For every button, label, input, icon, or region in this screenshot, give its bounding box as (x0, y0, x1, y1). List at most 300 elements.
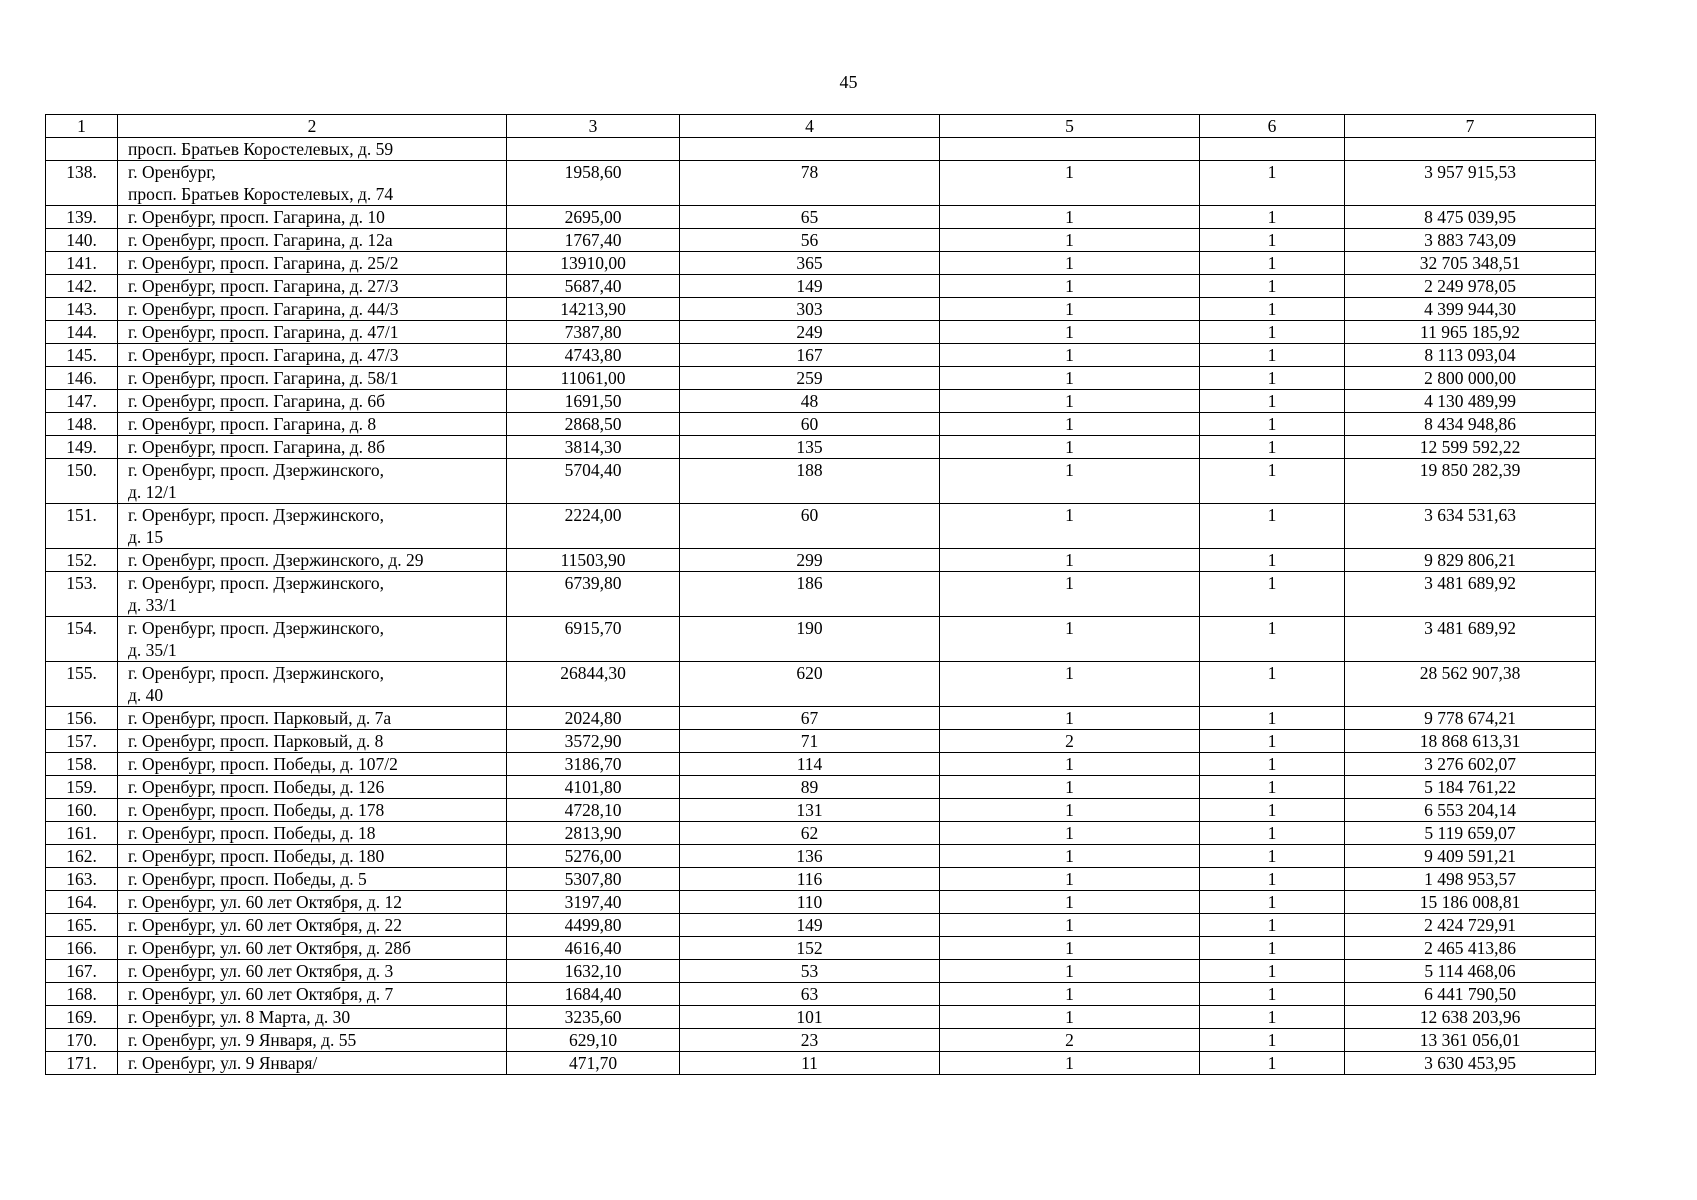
address-cell (118, 753, 507, 776)
header-cell-5: 5 (940, 115, 1200, 138)
row-number: 141. (46, 252, 118, 275)
address-line: г. Оренбург, просп. Дзержинского, (128, 663, 384, 683)
address-line: г. Оренбург, ул. 60 лет Октября, д. 22 (128, 915, 403, 935)
residents-cell: 53 (680, 960, 940, 983)
address-cell (118, 868, 507, 891)
row-number: 164. (46, 891, 118, 914)
col6-cell: 1 (1200, 206, 1345, 229)
table-row (46, 822, 1596, 845)
col5-cell: 1 (940, 344, 1200, 367)
address-cell (118, 206, 507, 229)
col5-cell: 1 (940, 1052, 1200, 1075)
row-number: 160. (46, 799, 118, 822)
row-number: 167. (46, 960, 118, 983)
address-line: г. Оренбург, просп. Гагарина, д. 8 (128, 414, 377, 434)
row-number (46, 138, 118, 161)
sum-cell: 4 399 944,30 (1345, 298, 1596, 321)
row-number: 163. (46, 868, 118, 891)
table-row (46, 549, 1596, 572)
table-row (46, 298, 1596, 321)
table-row (46, 504, 1596, 549)
address-cell (118, 229, 507, 252)
row-number: 153. (46, 572, 118, 617)
area-cell: 2224,00 (507, 504, 680, 549)
table-row (46, 367, 1596, 390)
address-line: г. Оренбург, ул. 60 лет Октября, д. 7 (128, 984, 394, 1004)
sum-cell: 6 553 204,14 (1345, 799, 1596, 822)
row-number: 151. (46, 504, 118, 549)
header-cell-6: 6 (1200, 115, 1345, 138)
residents-cell: 89 (680, 776, 940, 799)
col5-cell: 1 (940, 617, 1200, 662)
address-line: г. Оренбург, (128, 162, 216, 182)
col6-cell: 1 (1200, 983, 1345, 1006)
table-row (46, 206, 1596, 229)
col6-cell: 1 (1200, 390, 1345, 413)
area-cell: 3814,30 (507, 436, 680, 459)
sum-cell: 6 441 790,50 (1345, 983, 1596, 1006)
area-cell: 5276,00 (507, 845, 680, 868)
table-row (46, 753, 1596, 776)
sum-cell: 11 965 185,92 (1345, 321, 1596, 344)
area-cell: 11503,90 (507, 549, 680, 572)
residents-cell: 149 (680, 914, 940, 937)
residents-cell: 101 (680, 1006, 940, 1029)
header-row (46, 115, 1596, 138)
address-line-2: д. 33/1 (128, 595, 177, 615)
row-number: 147. (46, 390, 118, 413)
residents-cell: 249 (680, 321, 940, 344)
col5-cell: 1 (940, 413, 1200, 436)
address-line: г. Оренбург, просп. Дзержинского, (128, 618, 384, 638)
col5-cell (940, 138, 1200, 161)
address-line: г. Оренбург, просп. Гагарина, д. 58/1 (128, 368, 399, 388)
col5-cell: 2 (940, 730, 1200, 753)
address-line: г. Оренбург, просп. Гагарина, д. 6б (128, 391, 386, 411)
col6-cell: 1 (1200, 367, 1345, 390)
col6-cell: 1 (1200, 1006, 1345, 1029)
residents-cell: 186 (680, 572, 940, 617)
area-cell: 13910,00 (507, 252, 680, 275)
residents-cell: 299 (680, 549, 940, 572)
col5-cell: 1 (940, 868, 1200, 891)
col6-cell: 1 (1200, 753, 1345, 776)
area-cell: 6915,70 (507, 617, 680, 662)
sum-cell: 5 114 468,06 (1345, 960, 1596, 983)
address-line-2: д. 15 (128, 527, 164, 547)
col5-cell: 1 (940, 504, 1200, 549)
col6-cell: 1 (1200, 161, 1345, 206)
area-cell: 1691,50 (507, 390, 680, 413)
address-line-2: д. 40 (128, 685, 164, 705)
sum-cell: 5 119 659,07 (1345, 822, 1596, 845)
sum-cell: 3 883 743,09 (1345, 229, 1596, 252)
table-row (46, 413, 1596, 436)
address-cell (118, 367, 507, 390)
row-number: 149. (46, 436, 118, 459)
area-cell: 14213,90 (507, 298, 680, 321)
residents-cell: 149 (680, 275, 940, 298)
row-number: 157. (46, 730, 118, 753)
sum-cell: 8 434 948,86 (1345, 413, 1596, 436)
address-line: г. Оренбург, ул. 60 лет Октября, д. 3 (128, 961, 394, 981)
residents-cell: 135 (680, 436, 940, 459)
col6-cell: 1 (1200, 321, 1345, 344)
row-number: 138. (46, 161, 118, 206)
row-number: 146. (46, 367, 118, 390)
col6-cell: 1 (1200, 960, 1345, 983)
col6-cell: 1 (1200, 799, 1345, 822)
table-row (46, 776, 1596, 799)
col5-cell: 1 (940, 161, 1200, 206)
address-line: г. Оренбург, просп. Гагарина, д. 8б (128, 437, 386, 457)
address-cell (118, 730, 507, 753)
area-cell: 5704,40 (507, 459, 680, 504)
table-row (46, 730, 1596, 753)
col6-cell: 1 (1200, 914, 1345, 937)
address-line-2: д. 12/1 (128, 482, 177, 502)
table-row (46, 845, 1596, 868)
table-row (46, 937, 1596, 960)
col6-cell: 1 (1200, 662, 1345, 707)
residents-cell: 303 (680, 298, 940, 321)
residents-cell: 65 (680, 206, 940, 229)
sum-cell: 28 562 907,38 (1345, 662, 1596, 707)
col5-cell: 1 (940, 252, 1200, 275)
address-line: г. Оренбург, ул. 60 лет Октября, д. 28б (128, 938, 411, 958)
residents-cell: 131 (680, 799, 940, 822)
address-line: г. Оренбург, просп. Победы, д. 178 (128, 800, 385, 820)
address-cell (118, 344, 507, 367)
area-cell: 4101,80 (507, 776, 680, 799)
residents-cell: 71 (680, 730, 940, 753)
area-cell: 5687,40 (507, 275, 680, 298)
sum-cell: 2 800 000,00 (1345, 367, 1596, 390)
residents-cell: 136 (680, 845, 940, 868)
residents-cell: 116 (680, 868, 940, 891)
residents-cell: 62 (680, 822, 940, 845)
area-cell: 1684,40 (507, 983, 680, 1006)
address-cell (118, 707, 507, 730)
area-cell: 3197,40 (507, 891, 680, 914)
table-row (46, 229, 1596, 252)
col5-cell: 1 (940, 707, 1200, 730)
sum-cell: 12 638 203,96 (1345, 1006, 1596, 1029)
area-cell (507, 138, 680, 161)
col5-cell: 1 (940, 914, 1200, 937)
col6-cell: 1 (1200, 275, 1345, 298)
address-line-2: д. 35/1 (128, 640, 177, 660)
address-cell (118, 390, 507, 413)
sum-cell: 2 465 413,86 (1345, 937, 1596, 960)
address-line: г. Оренбург, просп. Гагарина, д. 47/1 (128, 322, 399, 342)
area-cell: 3186,70 (507, 753, 680, 776)
address-cell (118, 504, 507, 549)
col6-cell: 1 (1200, 937, 1345, 960)
table-row (46, 390, 1596, 413)
address-line: г. Оренбург, ул. 9 Января/ (128, 1053, 318, 1073)
sum-cell: 13 361 056,01 (1345, 1029, 1596, 1052)
sum-cell: 3 957 915,53 (1345, 161, 1596, 206)
residents-cell (680, 138, 940, 161)
address-cell (118, 252, 507, 275)
residents-cell: 167 (680, 344, 940, 367)
col5-cell: 1 (940, 662, 1200, 707)
address-cell (118, 776, 507, 799)
table-row (46, 799, 1596, 822)
col5-cell: 1 (940, 776, 1200, 799)
address-line: просп. Братьев Коростелевых, д. 59 (128, 139, 394, 159)
address-cell (118, 549, 507, 572)
row-number: 155. (46, 662, 118, 707)
address-cell (118, 298, 507, 321)
address-line: г. Оренбург, ул. 60 лет Октября, д. 12 (128, 892, 403, 912)
sum-cell: 3 276 602,07 (1345, 753, 1596, 776)
col6-cell: 1 (1200, 459, 1345, 504)
address-line: г. Оренбург, просп. Дзержинского, д. 29 (128, 550, 424, 570)
col5-cell: 1 (940, 390, 1200, 413)
col5-cell: 1 (940, 937, 1200, 960)
address-cell (118, 413, 507, 436)
col5-cell: 1 (940, 206, 1200, 229)
row-number: 171. (46, 1052, 118, 1075)
area-cell: 1767,40 (507, 229, 680, 252)
residents-cell: 60 (680, 413, 940, 436)
sum-cell: 9 778 674,21 (1345, 707, 1596, 730)
sum-cell: 32 705 348,51 (1345, 252, 1596, 275)
table-row (46, 617, 1596, 662)
row-number: 156. (46, 707, 118, 730)
col6-cell: 1 (1200, 1052, 1345, 1075)
row-number: 142. (46, 275, 118, 298)
address-cell (118, 436, 507, 459)
row-number: 158. (46, 753, 118, 776)
residents-cell: 259 (680, 367, 940, 390)
row-number: 170. (46, 1029, 118, 1052)
table-row (46, 459, 1596, 504)
area-cell: 2813,90 (507, 822, 680, 845)
address-line: г. Оренбург, просп. Победы, д. 107/2 (128, 754, 398, 774)
residents-cell: 56 (680, 229, 940, 252)
address-line: г. Оренбург, просп. Гагарина, д. 44/3 (128, 299, 399, 319)
area-cell: 4499,80 (507, 914, 680, 937)
residents-cell: 60 (680, 504, 940, 549)
address-cell (118, 799, 507, 822)
area-cell: 1958,60 (507, 161, 680, 206)
col5-cell: 1 (940, 1006, 1200, 1029)
header-cell-7: 7 (1345, 115, 1596, 138)
address-cell (118, 960, 507, 983)
area-cell: 6739,80 (507, 572, 680, 617)
col6-cell: 1 (1200, 344, 1345, 367)
address-cell (118, 914, 507, 937)
col6-cell: 1 (1200, 845, 1345, 868)
address-cell (118, 983, 507, 1006)
table-row (46, 161, 1596, 206)
address-line: г. Оренбург, просп. Гагарина, д. 25/2 (128, 253, 399, 273)
header-cell-3: 3 (507, 115, 680, 138)
row-number: 162. (46, 845, 118, 868)
address-cell (118, 662, 507, 707)
row-number: 148. (46, 413, 118, 436)
sum-cell: 1 498 953,57 (1345, 868, 1596, 891)
table-row (46, 891, 1596, 914)
address-line: г. Оренбург, просп. Гагарина, д. 47/3 (128, 345, 399, 365)
residents-cell: 365 (680, 252, 940, 275)
col5-cell: 1 (940, 891, 1200, 914)
sum-cell: 19 850 282,39 (1345, 459, 1596, 504)
row-number: 143. (46, 298, 118, 321)
area-cell: 3235,60 (507, 1006, 680, 1029)
sum-cell: 5 184 761,22 (1345, 776, 1596, 799)
residents-cell: 67 (680, 707, 940, 730)
col6-cell: 1 (1200, 298, 1345, 321)
address-cell (118, 1029, 507, 1052)
col6-cell (1200, 138, 1345, 161)
address-cell (118, 891, 507, 914)
area-cell: 4743,80 (507, 344, 680, 367)
col6-cell: 1 (1200, 504, 1345, 549)
table-row (46, 275, 1596, 298)
col5-cell: 1 (940, 367, 1200, 390)
row-number: 168. (46, 983, 118, 1006)
row-number: 166. (46, 937, 118, 960)
residents-cell: 78 (680, 161, 940, 206)
col6-cell: 1 (1200, 891, 1345, 914)
address-cell (118, 321, 507, 344)
table-row (46, 1006, 1596, 1029)
area-cell: 4616,40 (507, 937, 680, 960)
col5-cell: 1 (940, 229, 1200, 252)
header-cell-4: 4 (680, 115, 940, 138)
address-line: г. Оренбург, ул. 8 Марта, д. 30 (128, 1007, 351, 1027)
col6-cell: 1 (1200, 229, 1345, 252)
header-cell-2: 2 (118, 115, 507, 138)
table-row (46, 1052, 1596, 1075)
address-line: г. Оренбург, просп. Победы, д. 180 (128, 846, 385, 866)
address-line: г. Оренбург, ул. 9 Января, д. 55 (128, 1030, 357, 1050)
col6-cell: 1 (1200, 730, 1345, 753)
table-row (46, 436, 1596, 459)
residents-cell: 48 (680, 390, 940, 413)
residents-cell: 23 (680, 1029, 940, 1052)
col5-cell: 1 (940, 459, 1200, 504)
area-cell: 471,70 (507, 1052, 680, 1075)
houses-table (45, 114, 1596, 1075)
table-row (46, 252, 1596, 275)
sum-cell: 3 634 531,63 (1345, 504, 1596, 549)
col6-cell: 1 (1200, 413, 1345, 436)
sum-cell: 12 599 592,22 (1345, 436, 1596, 459)
area-cell: 3572,90 (507, 730, 680, 753)
sum-cell: 9 409 591,21 (1345, 845, 1596, 868)
address-cell (118, 459, 507, 504)
residents-cell: 11 (680, 1052, 940, 1075)
address-line: г. Оренбург, просп. Гагарина, д. 10 (128, 207, 385, 227)
table-row (46, 321, 1596, 344)
address-line: г. Оренбург, просп. Парковый, д. 8 (128, 731, 384, 751)
continuation-row (46, 138, 1596, 161)
area-cell: 2868,50 (507, 413, 680, 436)
area-cell: 7387,80 (507, 321, 680, 344)
area-cell: 11061,00 (507, 367, 680, 390)
sum-cell (1345, 138, 1596, 161)
sum-cell: 4 130 489,99 (1345, 390, 1596, 413)
header-cell-1: 1 (46, 115, 118, 138)
address-line: г. Оренбург, просп. Дзержинского, (128, 505, 384, 525)
page-number: 45 (839, 72, 858, 92)
address-cell (118, 1006, 507, 1029)
residents-cell: 114 (680, 753, 940, 776)
col5-cell: 1 (940, 799, 1200, 822)
sum-cell: 3 481 689,92 (1345, 572, 1596, 617)
col6-cell: 1 (1200, 822, 1345, 845)
row-number: 144. (46, 321, 118, 344)
address-cell (118, 1052, 507, 1075)
table-row (46, 572, 1596, 617)
address-cell (118, 275, 507, 298)
area-cell: 5307,80 (507, 868, 680, 891)
row-number: 154. (46, 617, 118, 662)
col5-cell: 1 (940, 845, 1200, 868)
sum-cell: 3 630 453,95 (1345, 1052, 1596, 1075)
table-row (46, 983, 1596, 1006)
address-line: г. Оренбург, просп. Дзержинского, (128, 573, 384, 593)
col5-cell: 1 (940, 549, 1200, 572)
residents-cell: 190 (680, 617, 940, 662)
table-row (46, 960, 1596, 983)
area-cell: 2024,80 (507, 707, 680, 730)
col6-cell: 1 (1200, 252, 1345, 275)
table-row (46, 1029, 1596, 1052)
table-body (46, 138, 1596, 1075)
address-cell (118, 572, 507, 617)
row-number: 140. (46, 229, 118, 252)
table-row (46, 914, 1596, 937)
col5-cell: 1 (940, 960, 1200, 983)
address-cell (118, 822, 507, 845)
row-number: 145. (46, 344, 118, 367)
address-cell (118, 617, 507, 662)
sum-cell: 8 475 039,95 (1345, 206, 1596, 229)
address-line: г. Оренбург, просп. Победы, д. 18 (128, 823, 376, 843)
residents-cell: 620 (680, 662, 940, 707)
address-line: г. Оренбург, просп. Гагарина, д. 12а (128, 230, 393, 250)
row-number: 161. (46, 822, 118, 845)
row-number: 139. (46, 206, 118, 229)
area-cell: 629,10 (507, 1029, 680, 1052)
sum-cell: 8 113 093,04 (1345, 344, 1596, 367)
address-line: г. Оренбург, просп. Дзержинского, (128, 460, 384, 480)
area-cell: 1632,10 (507, 960, 680, 983)
residents-cell: 63 (680, 983, 940, 1006)
table-row (46, 707, 1596, 730)
col5-cell: 1 (940, 753, 1200, 776)
col6-cell: 1 (1200, 572, 1345, 617)
address-line: г. Оренбург, просп. Парковый, д. 7а (128, 708, 392, 728)
sum-cell: 3 481 689,92 (1345, 617, 1596, 662)
row-number: 165. (46, 914, 118, 937)
row-number: 150. (46, 459, 118, 504)
col6-cell: 1 (1200, 549, 1345, 572)
col5-cell: 1 (940, 572, 1200, 617)
sum-cell: 9 829 806,21 (1345, 549, 1596, 572)
col6-cell: 1 (1200, 776, 1345, 799)
col5-cell: 1 (940, 298, 1200, 321)
col5-cell: 1 (940, 822, 1200, 845)
col5-cell: 1 (940, 436, 1200, 459)
residents-cell: 188 (680, 459, 940, 504)
